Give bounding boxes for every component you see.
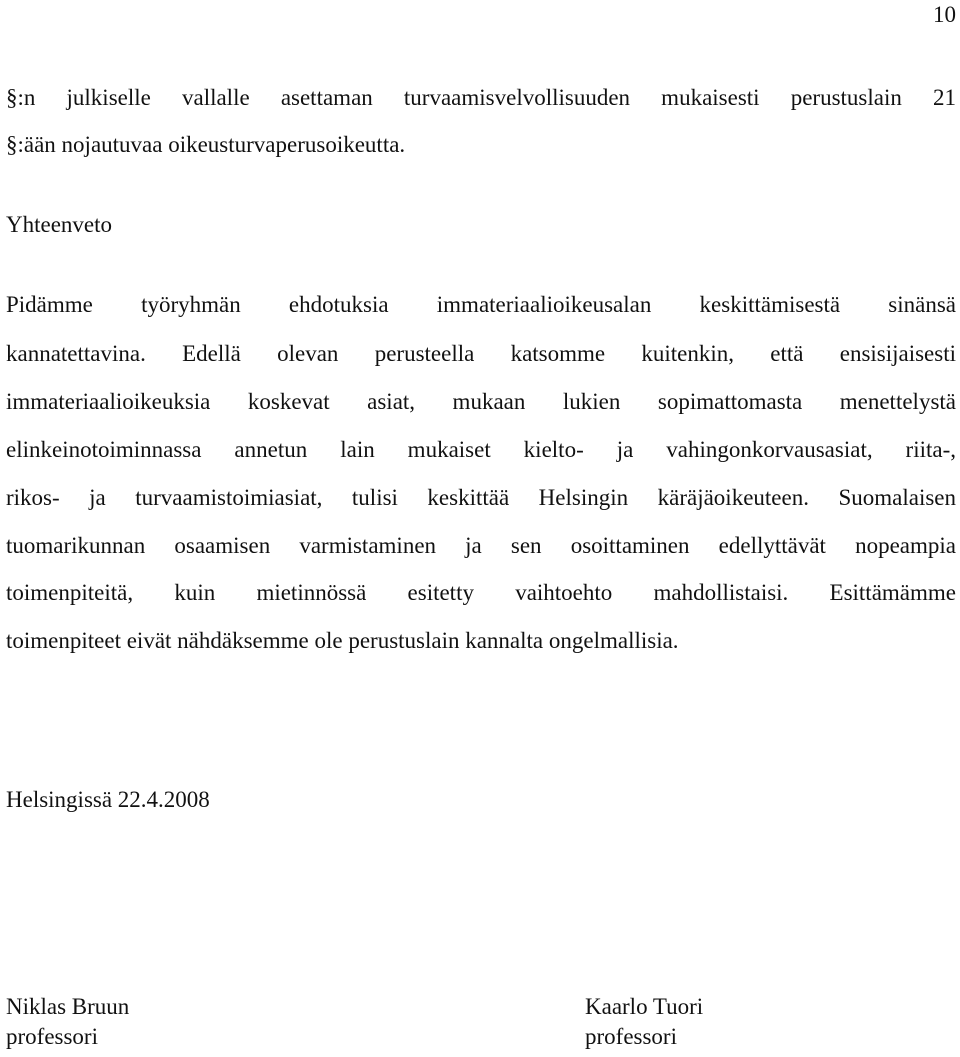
signer-name: Niklas Bruun [6, 994, 130, 1019]
paragraph-line: elinkeinotoiminnassa annetun lain mukaiset kielto- ja vahingonkorvausasiat, riita-, [6, 437, 956, 462]
paragraph-line: toimenpiteitä, kuin mietinnössä esitetty vaihtoehto mahdollistaisi. Esittämämme [6, 580, 956, 605]
signature-block-2 [585, 992, 703, 1052]
paragraph-line: toimenpiteet eivät nähdäksemme ole perustuslain kannalta ongelmallisia. [6, 628, 679, 653]
paragraph-line: immateriaalioikeuksia koskevat asiat, mukaan lukien sopimattomasta menettelystä [6, 389, 956, 414]
intro-line-2: §:ään nojautuvaa oikeusturvaperusoikeutta. [6, 132, 406, 157]
intro-line-1: §:n julkiselle vallalle asettaman turvaamisvelvollisuuden mukaisesti perustuslain 21 [6, 85, 956, 110]
signature-block-1 [6, 992, 129, 1052]
section-heading: Yhteenveto [6, 212, 113, 237]
paragraph-line: tuomarikunnan osaamisen varmistaminen ja sen osoittaminen edellyttävät nopeampia [6, 533, 956, 558]
page-number: 10 [933, 2, 956, 27]
paragraph-line: rikos- ja turvaamistoimiasiat, tulisi keskittää Helsingin käräjäoikeuteen. Suomalaisen [6, 485, 956, 510]
signer-name: Kaarlo Tuori [585, 994, 704, 1019]
signer-title: professori [585, 1024, 677, 1049]
signer-title: professori [6, 1024, 98, 1049]
paragraph-line: kannatettavina. Edellä olevan perusteella katsomme kuitenkin, että ensisijaisesti [6, 341, 956, 366]
paragraph-line: Pidämme työryhmän ehdotuksia immateriaalioikeusalan keskittämisestä sinänsä [6, 292, 956, 317]
place-date: Helsingissä 22.4.2008 [6, 787, 210, 812]
